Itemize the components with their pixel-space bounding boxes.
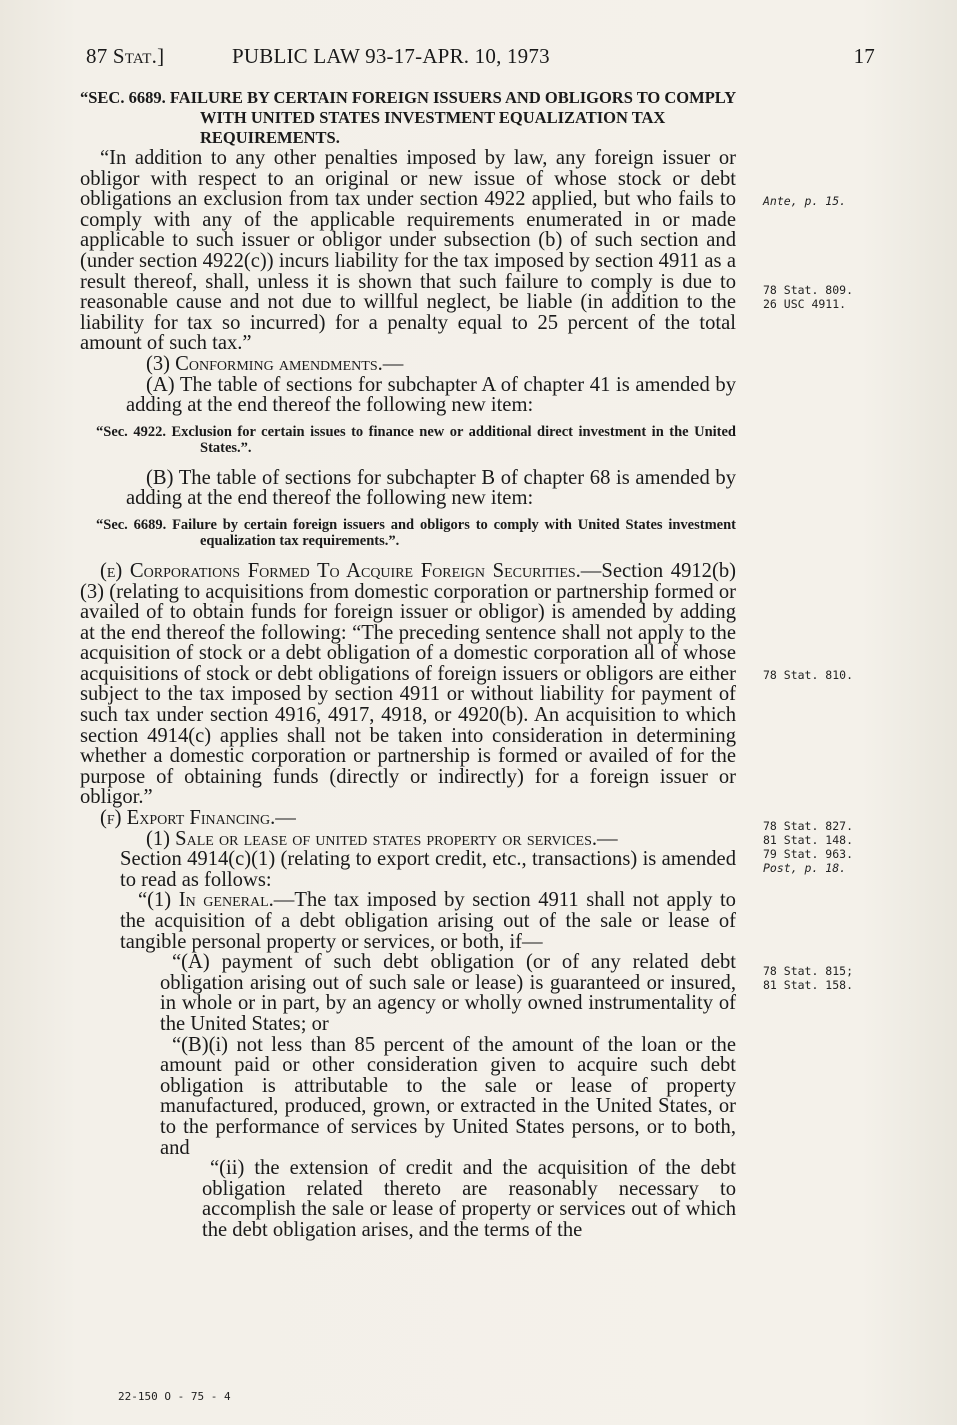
conforming-a-item: “Sec. 4922. Exclusion for certain issues to finance new or additional direct investment in the United States.”.	[96, 423, 736, 456]
subsection-f-1-text: Section 4914(c)(1) (relating to export credit, etc., transactions) is amended to read as follows:	[120, 848, 736, 891]
margin-note-827: 78 Stat. 827. 81 Stat. 148. 79 Stat. 963. Post, p. 18.	[763, 819, 854, 875]
in-general-paragraph	[80, 890, 736, 952]
main-text	[80, 88, 736, 1241]
margin-note-809: 78 Stat. 809. 26 USC 4911.	[763, 283, 854, 311]
header-bracket: ]	[157, 44, 165, 68]
section-6689-heading: “SEC. 6689. FAILURE BY CERTAIN FOREIGN ISSUERS AND OBLIGORS TO COMPLY WITH UNITED STATES INVESTMENT EQUALIZATION TAX REQUIREMENTS.	[80, 88, 736, 147]
margin-note-815: 78 Stat. 815; 81 Stat. 158.	[763, 964, 854, 992]
conforming-b-text: (B) The table of sections for subchapter B of chapter 68 is amended by adding at the end thereof the following new item:	[126, 466, 736, 510]
header-stat: 87 Stat.	[86, 44, 158, 68]
clause-b-ii: “(ii) the extension of credit and the acquisition of the debt obligation related thereto are reasonably necessary to accomplish the sale or lease of property or services out of which the debt obligation arises, and the terms of the	[202, 1157, 736, 1241]
margin-note-810: 78 Stat. 810.	[763, 668, 854, 682]
subsection-f-1	[80, 829, 736, 850]
subsection-e-heading: (e) Corporations Formed To Acquire Foreign Securities.—	[100, 559, 602, 582]
footer-print-code: 22-150 O - 75 - 4	[118, 1390, 231, 1403]
clause-b-i: “(B)(i) not less than 85 percent of the amount of the loan or the amount paid or other consideration given to acquire such debt obligation is attributable to the sale or lease of property manufactured, produced, grown, or extracted in the United States, or to the performance of services by United States persons, or to both, and	[160, 1033, 736, 1159]
subsection-f-heading: (f) Export Financing.—	[100, 807, 296, 830]
in-general-heading: “(1) In general.—	[138, 889, 295, 912]
clause-a: “(A) payment of such debt obligation (or of any related debt obligation arising out of such sale or lease) is guaranteed or insured, in whole or in part, by an agency or wholly owned instrumentality of the United States; or	[160, 951, 736, 1035]
conforming-heading: (3) Conforming amendments.—	[146, 352, 404, 375]
conforming-b-item: “Sec. 6689. Failure by certain foreign issuers and obligors to comply with United States investment equalization tax requirements.”.	[96, 516, 736, 549]
conforming-a-text: (A) The table of sections for subchapter A of chapter 41 is amended by adding at the end thereof the following new item:	[126, 373, 736, 417]
header-citation	[86, 44, 164, 69]
subsection-e-text: Section 4912(b)(3) (relating to acquisitions from domestic corporation or partnership formed or availed of to obtain funds for foreign issuer or obligor) is amended by adding at the end thereof the following: “The preceding sentence shall not apply to the acquisition of stock or a debt obligation of a domestic corporation all of whose acquisitions of stock or debt obligations of foreign issuers or obligors are either subject to the tax imposed by section 4911 or without liability for payment of such tax under section 4916, 4917, 4918, or 4920(b). An acquisition to which section 4914(c) applies shall not be taken into consideration in determining whether a domestic corporation or partnership is formed or availed of for the purpose of obtaining funds (directly or indirectly) for a foreign issuer or obligor.”	[80, 559, 736, 809]
section-6689-paragraph: “In addition to any other penalties imposed by law, any foreign issuer or obligor with respect to an original or new issue of whose stock or debt obligations an exclusion from tax under section 4922 applied, but who fails to comply with any of the applicable requirements enumerated in or made applicable to such issuer or obligor under subsection (b) of such section and (under section 4922(c)) incurs liability for the tax imposed by section 4911 as a result thereof, shall, unless it is shown that such failure to comply is due to reasonable cause and not due to willful neglect, be liable (in addition to the liability for tax so incurred) for a penalty equal to 25 percent of the total amount of such tax.”	[80, 147, 736, 355]
page-number: 17	[853, 44, 875, 68]
margin-note-ante: Ante, p. 15.	[763, 194, 847, 208]
subsection-f-1-heading: (1) Sale or lease of united states property or services.—	[146, 827, 618, 850]
in-general-text: The tax imposed by section 4911 shall not apply to the acquisition of a debt obligation arising out of the sale or lease of tangible personal property or services, or both, if—	[120, 889, 736, 953]
subsection-e	[80, 561, 736, 808]
header-title: PUBLIC LAW 93-17-APR. 10, 1973	[232, 44, 550, 68]
